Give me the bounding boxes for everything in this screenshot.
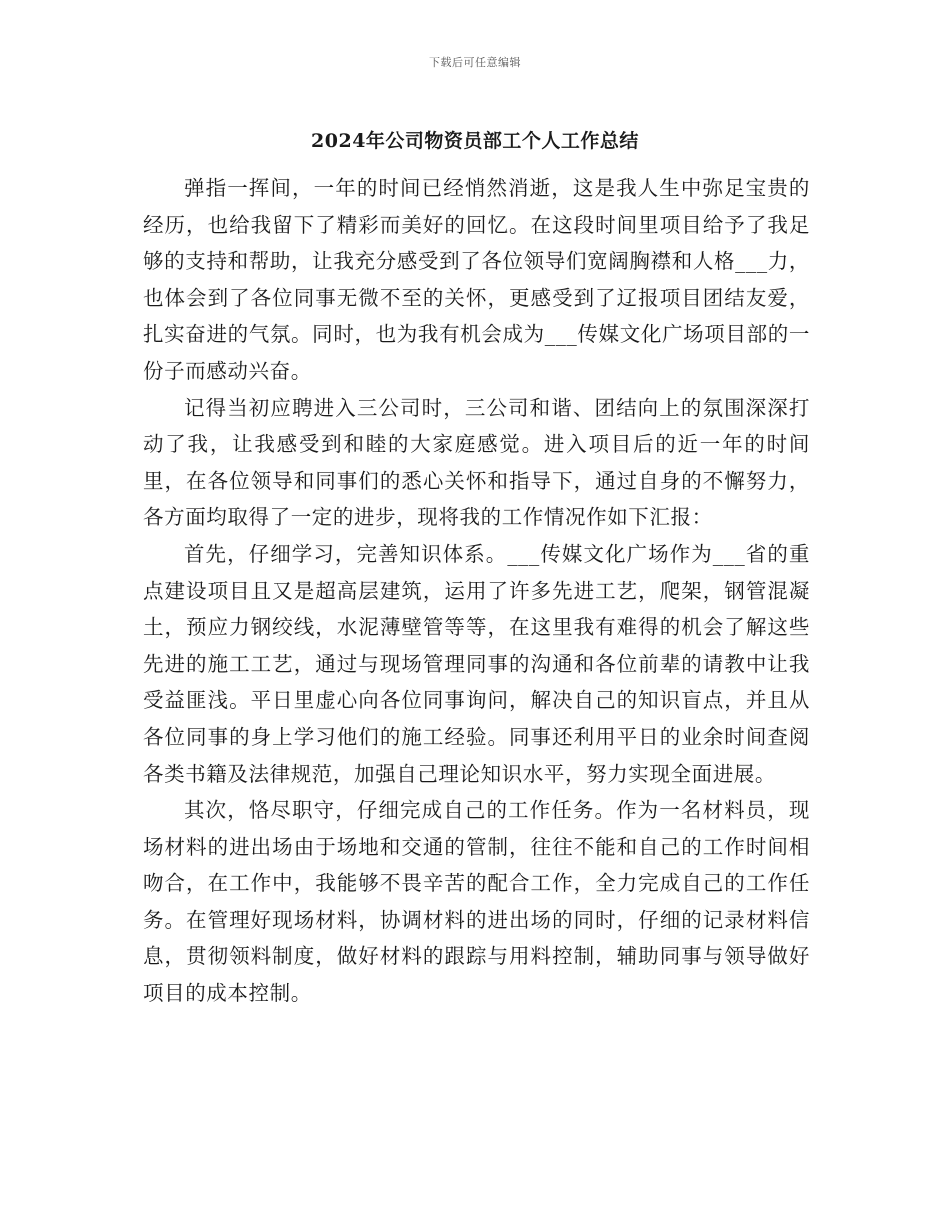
paragraph: 记得当初应聘进入三公司时，三公司和谐、团结向上的氛围深深打动了我，让我感受到和睦的大家庭感觉。进入项目后的近一年的时间里，在各位领导和同事们的悉心关怀和指导下，通过自身的不懈努力，各方面均取得了一定的进步，现将我的工作情况作如下汇报： <box>143 395 810 530</box>
paragraph: 其次，恪尽职守，仔细完成自己的工作任务。作为一名材料员，现场材料的进出场由于场地和交通的管制，往往不能和自己的工作时间相吻合，在工作中，我能够不畏辛苦的配合工作，全力完成自己的工作任务。在管理好现场材料，协调材料的进出场的同时，仔细的记录材料信息，贯彻领料制度，做好材料的跟踪与用料控制，辅助同事与领导做好项目的成本控制。 <box>143 798 810 1006</box>
paragraph: 弹指一挥间，一年的时间已经悄然消逝，这是我人生中弥足宝贵的经历，也给我留下了精彩而美好的回忆。在这段时间里项目给予了我足够的支持和帮助，让我充分感受到了各位领导们宽阔胸襟和人格___力，也体会到了各位同事无微不至的关怀，更感受到了辽报项目团结友爱，扎实奋进的气氛。同时，也为我有机会成为___传媒文化广场项目部的一份子而感动兴奋。 <box>143 176 810 383</box>
document-body <box>143 170 810 1012</box>
document-title: 2024年公司物资员部工个人工作总结 <box>311 130 639 152</box>
paragraph: 首先，仔细学习，完善知识体系。___传媒文化广场作为___省的重点建设项目且又是超高层建筑，运用了许多先进工艺，爬架，钢管混凝土，预应力钢绞线，水泥薄壁管等等，在这里我有难得的机会了解这些先进的施工工艺，通过与现场管理同事的沟通和各位前辈的请教中让我受益匪浅。平日里虚心向各位同事询问，解决自己的知识盲点，并且从各位同事的身上学习他们的施工经验。同事还利用平日的业余时间查阅各类书籍及法律规范，加强自己理论知识水平，努力实现全面进展。 <box>143 541 810 786</box>
header-note: 下载后可任意编辑 <box>429 56 521 69</box>
